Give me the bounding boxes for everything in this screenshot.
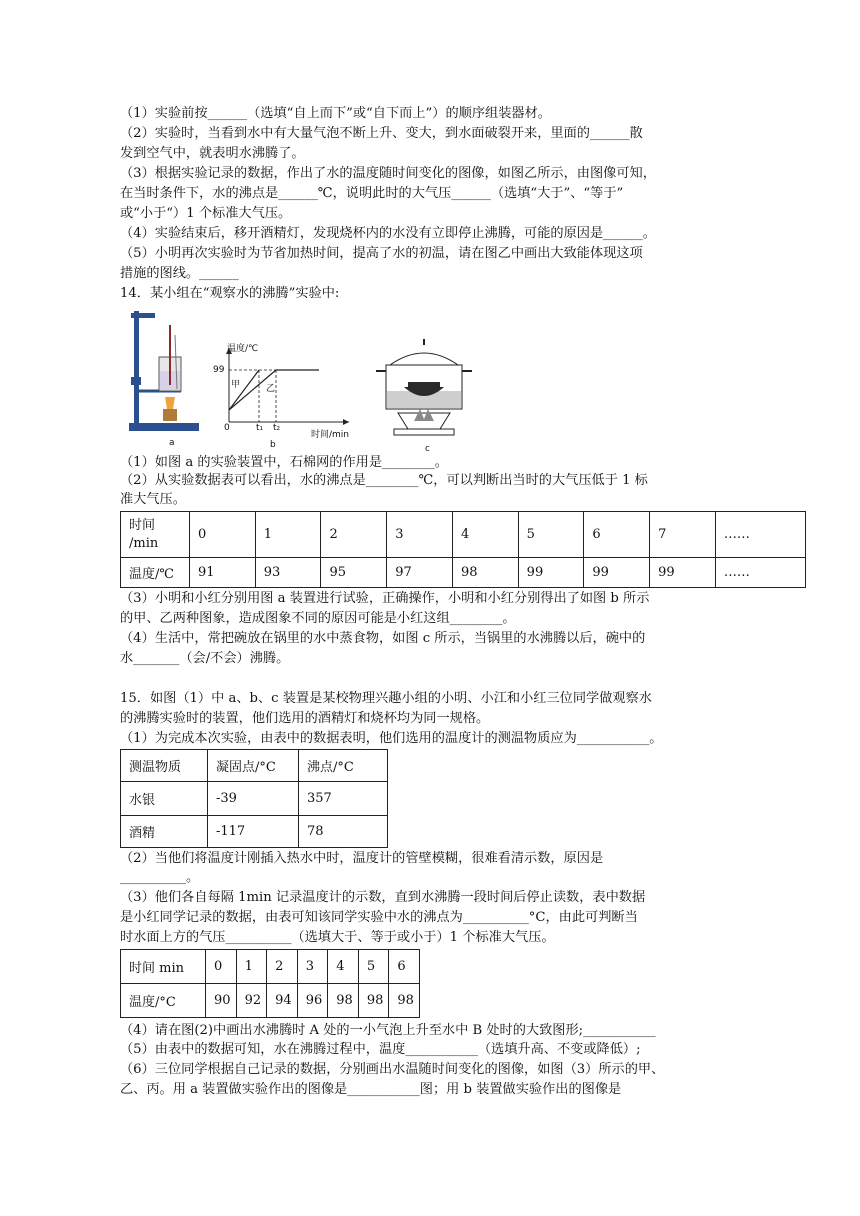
q15-thermometer-table xyxy=(120,749,388,848)
q14-line-7: 水_______（会/不会）沸腾。 xyxy=(120,651,290,666)
figure-b-label: b xyxy=(270,440,276,450)
figure-c-label: c xyxy=(425,444,430,454)
q15-line-7: 是小红同学记录的数据，由表可知该同学实验中水的沸点为__________°C，由此可判断当 xyxy=(120,910,638,925)
table-cell xyxy=(121,512,190,558)
q13-line-2: （2）实验时，当看到水中有大量气泡不断上升、变大，到水面破裂开来，里面的______散 xyxy=(120,126,643,141)
table-cell: 98 xyxy=(328,984,359,1018)
table-row xyxy=(121,816,388,848)
table-cell: 2 xyxy=(267,950,298,984)
table-cell: 5 xyxy=(518,512,584,558)
table-cell: 1 xyxy=(236,950,267,984)
table-cell: 6 xyxy=(584,512,650,558)
table-cell: …… xyxy=(715,558,805,588)
q13-line-1: （1）实验前按______（选填“自上而下”或“自下而上”）的顺序组装器材。 xyxy=(120,106,551,121)
table-cell: 酒精 xyxy=(121,816,208,848)
q13-line-8: （5）小明再次实验时为节省加热时间，提高了水的初温，请在图乙中画出大致能体现这项 xyxy=(120,246,643,261)
table-cell: 98 xyxy=(389,984,420,1018)
q14-data-table xyxy=(120,511,806,588)
table-cell: 94 xyxy=(267,984,298,1018)
graph-xlabel: 时间/min xyxy=(311,430,350,440)
cell-text: 时间 /min xyxy=(129,517,159,551)
table-row xyxy=(121,984,420,1018)
q15-line-6: （3）他们各自每隔 1min 记录温度计的示数，直到水沸腾一段时间后停止读数，表中数据 xyxy=(120,890,646,905)
table-cell: 92 xyxy=(236,984,267,1018)
table-row xyxy=(121,558,806,588)
q13-line-6: 或“小于“）1 个标准大气压。 xyxy=(120,206,292,221)
table-cell: 1 xyxy=(255,512,321,558)
table-cell: 91 xyxy=(190,558,256,588)
table-cell: 4 xyxy=(328,950,359,984)
table-cell: 温度/℃ xyxy=(121,558,190,588)
q15-line-3: （1）为完成本次实验，由表中的数据表明，他们选用的温度计的测温物质应为___________。 xyxy=(120,731,663,746)
q15-line-9: （4）请在图(2)中画出水沸腾时 A 处的一小气泡上升至水中 B 处时的大致图形;___________ xyxy=(120,1023,656,1038)
table-cell: 沸点/°C xyxy=(299,750,388,782)
graph-origin: 0 xyxy=(224,423,230,433)
q15-line-12: 乙、丙。用 a 装置做实验作出的图像是___________图；用 b 装置做实验作出的图像是 xyxy=(120,1082,622,1097)
table-cell: 4 xyxy=(452,512,518,558)
table-cell: 99 xyxy=(650,558,716,588)
table-cell: 凝固点/°C xyxy=(208,750,299,782)
table-cell: …… xyxy=(715,512,805,558)
q15-data-table xyxy=(120,949,420,1018)
table-cell: 5 xyxy=(358,950,389,984)
q13-line-7: （4）实验结束后，移开酒精灯，发现烧杯内的水没有立即停止沸腾，可能的原因是______。 xyxy=(120,226,656,241)
q14-line-4: （3）小明和小红分别用图 a 装置进行试验，正确操作，小明和小红分别得出了如图 b 所示 xyxy=(120,591,650,606)
q13-line-3: 发到空气中，就表明水沸腾了。 xyxy=(120,146,305,161)
table-cell: 357 xyxy=(299,782,388,816)
q14-line-5: 的甲、乙两种图象，造成图象不同的原因可能是小红这组________。 xyxy=(120,611,516,626)
q15-line-11: （6）三位同学根据自己记录的数据，分别画出水温随时间变化的图像，如图（3）所示的甲、 xyxy=(120,1062,665,1077)
q13-line-5: 在当时条件下，水的沸点是______℃，说明此时的大气压______（选填“大于”、“等于” xyxy=(120,186,624,201)
q14-line-6: （4）生活中，常把碗放在锅里的水中蒸食物，如图 c 所示，当锅里的水沸腾以后，碗中的 xyxy=(120,631,646,646)
q15-line-4: （2）当他们将温度计刚插入热水中时，温度计的管壁模糊，很难看清示数，原因是 xyxy=(120,851,604,866)
table-cell: 93 xyxy=(255,558,321,588)
q15-line-5: __________。 xyxy=(120,870,200,885)
q15-line-1: 15．如图（1）中 a、b、c 装置是某校物理兴趣小组的小明、小江和小红三位同学做观察水 xyxy=(120,691,652,706)
table-cell: 2 xyxy=(321,512,387,558)
q14-line-2: （2）从实验数据表可以看出，水的沸点是________℃，可以判断出当时的大气压低于 1 标 xyxy=(120,473,648,488)
graph-ytick-99: 99 xyxy=(213,365,225,375)
table-cell: 测温物质 xyxy=(121,750,208,782)
table-cell: 3 xyxy=(297,950,328,984)
graph-series-yi: 乙 xyxy=(266,384,276,394)
graph-t1: t₁ xyxy=(256,423,264,433)
table-cell: 78 xyxy=(299,816,388,848)
table-cell: 98 xyxy=(358,984,389,1018)
table-row xyxy=(121,512,806,558)
table-cell: 99 xyxy=(518,558,584,588)
table-cell: 0 xyxy=(206,950,237,984)
figure-a-label: a xyxy=(169,438,175,448)
figure-a-apparatus xyxy=(125,305,205,435)
table-cell: 96 xyxy=(297,984,328,1018)
table-cell: 温度/°C xyxy=(121,984,206,1018)
table-cell: 0 xyxy=(190,512,256,558)
figure-c-steaming-pot xyxy=(368,335,480,443)
graph-series-jia: 甲 xyxy=(231,380,241,390)
table-cell: 时间 min xyxy=(121,950,206,984)
table-cell: 3 xyxy=(387,512,453,558)
q14-line-1: （1）如图 a 的实验装置中，石棉网的作用是________。 xyxy=(120,455,448,470)
table-cell: 97 xyxy=(387,558,453,588)
table-cell: 95 xyxy=(321,558,387,588)
table-cell: -39 xyxy=(208,782,299,816)
q15-line-10: （5）由表中的数据可知，水在沸腾过程中，温度___________（选填升高、不变或降低）; xyxy=(120,1042,641,1057)
table-cell: 7 xyxy=(650,512,716,558)
graph-t2: t₂ xyxy=(273,423,281,433)
table-cell: 98 xyxy=(452,558,518,588)
table-cell: 水银 xyxy=(121,782,208,816)
q13-line-9: 措施的图线。______ xyxy=(120,266,239,281)
table-cell: 99 xyxy=(584,558,650,588)
q15-line-8: 时水面上方的气压__________（选填大于、等于或小于）1 个标准大气压。 xyxy=(120,930,555,945)
graph-ylabel: 温度/℃ xyxy=(227,344,259,354)
q15-line-2: 的沸腾实验时的装置，他们选用的酒精灯和烧杯均为同一规格。 xyxy=(120,711,490,726)
q14-intro: 14．某小组在“观察水的沸腾”实验中: xyxy=(120,286,340,301)
table-cell: 90 xyxy=(206,984,237,1018)
table-row xyxy=(121,750,388,782)
table-cell: 6 xyxy=(389,950,420,984)
table-row xyxy=(121,950,420,984)
table-row xyxy=(121,782,388,816)
q13-line-4: （3）根据实验记录的数据，作出了水的温度随时间变化的图像，如图乙所示，由图像可知， xyxy=(120,166,656,181)
table-cell: -117 xyxy=(208,816,299,848)
q14-line-3: 准大气压。 xyxy=(120,492,186,507)
